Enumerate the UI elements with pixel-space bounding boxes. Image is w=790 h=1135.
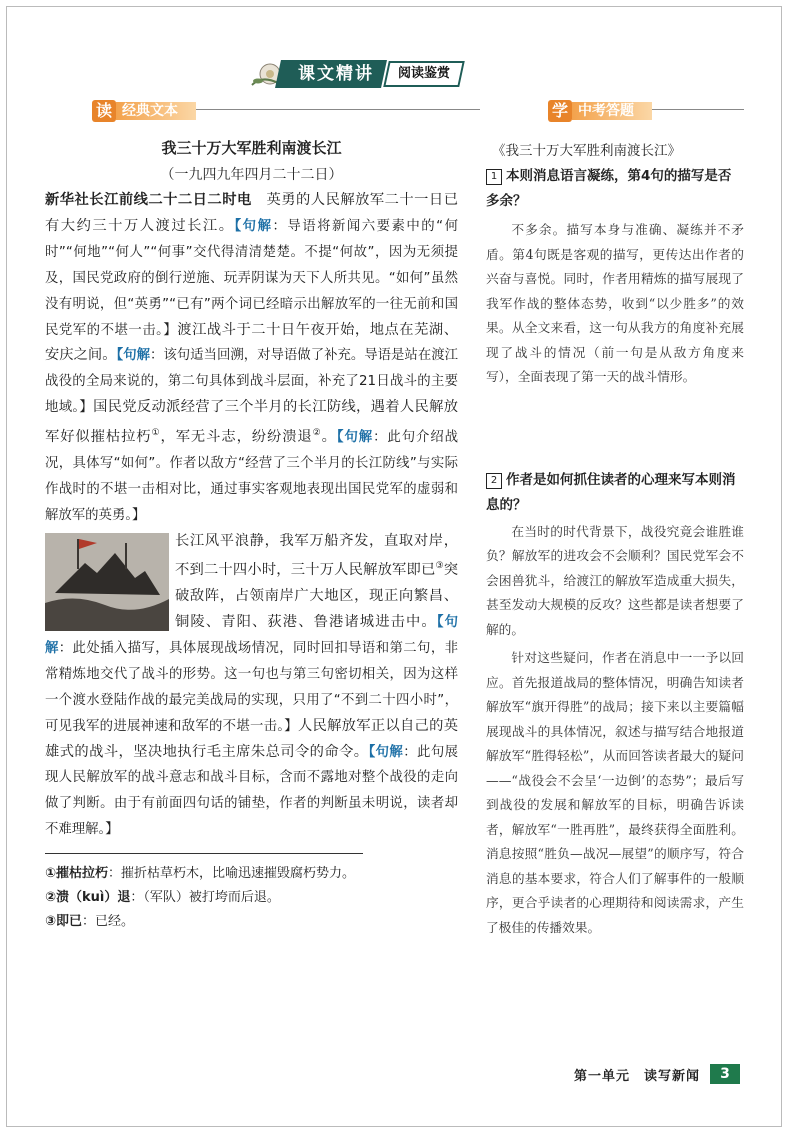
article-title: 我三十万大军胜利南渡长江 <box>161 139 342 157</box>
question-1: 1 本则消息语言凝练，第4句的描写是否多余？ <box>486 168 732 209</box>
article-body-cont: 长江风平浪静，我军万船齐发，直取对岸，不到二十四小时，三十万人民解放军即已③突破敌阵，占领南岸广大地区，现正向繁昌、铜陵、青阳、荻港、鲁港诸城进击中。【句解：此处插入描写，具体展现战场情况，同时回扣导语和第二句，非常精炼地交代了战斗的形势。这一句也与第三句密切相关，因为这样一个渡水登陆作战的最完美战局的实现，只用了“不到二十四小时”，可见我军的进展神速和敌军的不堪一击。】人民解放军正以自己的英雄式的战斗，坚决地执行毛主席朱总司令的命令。【句解：此句展现人民解放军的战斗意志和战斗目标，含而不露地对整个战役的走向做了判断。由于有前面四句话的铺垫，作者的判断虽未明说，读者却不难理解。】 <box>45 532 459 838</box>
annotation-1: 【句解：导语将新闻六要素中的“何时”“何地”“何人”“何事”交代得清清楚楚。不提“何故”，因为无须提及，国民党政府的倒行逆施、玩弄阴谋为天下人所共见。“如何”虽然没有明说，但“英勇”“已有”两个词已经暗示出解放军的一往无前和国民党军的不堪一击。】 <box>45 218 459 338</box>
section-badge: 学 <box>548 100 572 122</box>
divider <box>640 109 744 110</box>
annotation-3: 【句解：此句介绍战况，具体写“如何”。作者以敌方“经营了三个半月的长江防线”与实际作战时的不堪一击相对比，通过事实客观地表现出国民党军的虚弱和解放军的英勇。】 <box>45 429 459 523</box>
sentence-1: 英勇的人民解放军二十一日已有大约三十万人渡过长江。 <box>45 192 458 234</box>
footnote-ref-3: ③ <box>435 561 444 572</box>
banner-title: 课文精讲 <box>275 60 387 88</box>
divider <box>170 109 480 110</box>
dateline: 新华社长江前线二十二日二时电 <box>45 192 252 208</box>
section-header-right <box>548 100 652 122</box>
river-crossing-photo <box>45 533 169 631</box>
sentence-4: 长江风平浪静，我军万船齐发，直取对岸，不到二十四小时，三十万人民解放军即已 <box>175 532 458 579</box>
lesson-banner <box>248 58 528 90</box>
article-column <box>45 134 458 934</box>
page-number: 3 <box>710 1064 740 1084</box>
answer-2-paragraph-2: 针对这些疑问，作者在消息中一一予以回应。首先报道战局的整体情况，明确告知读者解放军“旗开得胜”的战局；接下来以主要篇幅展现战斗的具体情况，叙述与描写结合地报道解放军“胜得轻松”，从而回答读者最大的疑问——“战役会不会呈‘一边倒’的态势”；最后写到战役的发展和解放军的目标，明确告诉读者，解放军“一胜再胜”，最终获得全面胜利。消息按照“胜负—战况—展望”的顺序写，符合消息的基本要求，符合人们了解事件的一般顺序，更合乎读者的心理期待和阅读需求，产生了极佳的传播效果。 <box>486 650 744 935</box>
footnote-2: ②溃（kuì）退：（军队）被打垮而后退。 <box>45 890 280 906</box>
section-header-left <box>92 100 196 122</box>
section-badge: 读 <box>92 100 116 122</box>
footnote-ref-1: ① <box>151 428 161 439</box>
footnote-divider <box>45 853 363 854</box>
footnote-ref-2: ② <box>312 428 322 439</box>
answer-2-paragraph-1: 在当时的时代背景下，战役究竟会谁胜谁负？解放军的进攻会不会顺利？国民党军会不会困兽犹斗，给渡江的解放军造成重大损失，甚至发动大规模的反攻？这些都是读者想要了解的。 <box>486 523 744 637</box>
section-label: 经典文本 <box>116 102 196 120</box>
page-footer <box>574 1064 740 1084</box>
unit-label: 第一单元 读写新闻 <box>573 1068 700 1084</box>
sentence-2: 渡江战斗于二十日午夜开始，地点在芜湖、安庆之间。 <box>45 321 458 364</box>
sentence-5: 人民解放军正以自己的英雄式的战斗，坚决地执行毛主席朱总司令的命令。 <box>45 717 458 760</box>
annotation-5: 【句解：此句展现人民解放军的战斗意志和战斗目标，含而不露地对整个战役的走向做了判断。由于有前面四句话的铺垫，作者的判断虽未明说，读者却不难理解。】 <box>45 744 459 838</box>
annotation-2: 【句解：该句适当回溯，对导语做了补充。导语是站在渡江战役的全局来说的，第二句具体到战斗层面，补充了21日战斗的主要地域。】 <box>45 348 459 416</box>
banner-subtitle: 阅读鉴赏 <box>383 61 465 87</box>
question-number: 2 <box>486 473 502 489</box>
article-body: 新华社长江前线二十二日二时电 英勇的人民解放军二十一日已有大约三十万人渡过长江。【句解：导语将新闻六要素中的“何时”“何地”“何人”“何事”交代得清清楚楚。不提“何故”，因为无须提及，国民党政府的倒行逆施、玩弄阴谋为天下人所共见。“如何”虽然没有明说，但“英勇”“已有”两个词已经暗示出解放军的一往无前和国民党军的不堪一击。】渡江战斗于二十日午夜开始，地点在芜湖、安庆之间。【句解：该句适当回溯，对导语做了补充。导语是站在渡江战役的全局来说的，第二句具体到战斗层面，补充了21日战斗的主要地域。】国民党反动派经营了三个半月的长江防线，遇着人民解放军好似摧枯拉朽①，军无斗志，纷纷溃退②。【句解：此句介绍战况，具体写“如何”。作者以敌方“经营了三个半月的长江防线”与实际作战时的不堪一击相对比，通过事实客观地表现出国民党军的虚弱和解放军的英勇。】 <box>45 192 459 523</box>
article-date: （一九四九年四月二十二日） <box>160 167 343 183</box>
footnote-3: ③即已：已经。 <box>45 914 135 930</box>
question-number: 1 <box>486 169 502 185</box>
question-2: 2 作者是如何抓住读者的心理来写本则消息的？ <box>486 471 736 513</box>
annotation-4: 【句解：此处插入描写，具体展现战场情况，同时回扣导语和第二句，非常精炼地交代了战斗的形势。这一句也与第三句密切相关，因为这样一个渡水登陆作战的最完美战局的实现，只用了“不到二十四小时”，可见我军的进展神速和敌军的不堪一击。】 <box>45 615 458 734</box>
answers-title: 《我三十万大军胜利南渡长江》 <box>492 143 681 159</box>
spacer <box>486 390 744 468</box>
answer-1: 不多余。描写本身与准确、凝练并不矛盾。第4句既是客观的描写，更传达出作者的兴奋与喜悦。同时，作者用精炼的描写展现了我军作战的整体态势，收到“以少胜多”的效果。从全文来看，这一句从我方的角度补充展现了战斗的情况（前一句是从敌方角度来写），全面表现了第一天的战斗情形。 <box>486 222 744 384</box>
footnote-1: ①摧枯拉朽：摧折枯草朽木，比喻迅速摧毁腐朽势力。 <box>45 866 356 882</box>
section-label: 中考答题 <box>572 102 652 120</box>
sentence-3: 国民党反动派经营了三个半月的长江防线，遇着人民解放军好似摧枯拉朽 <box>45 399 458 445</box>
answers-column <box>486 140 744 940</box>
